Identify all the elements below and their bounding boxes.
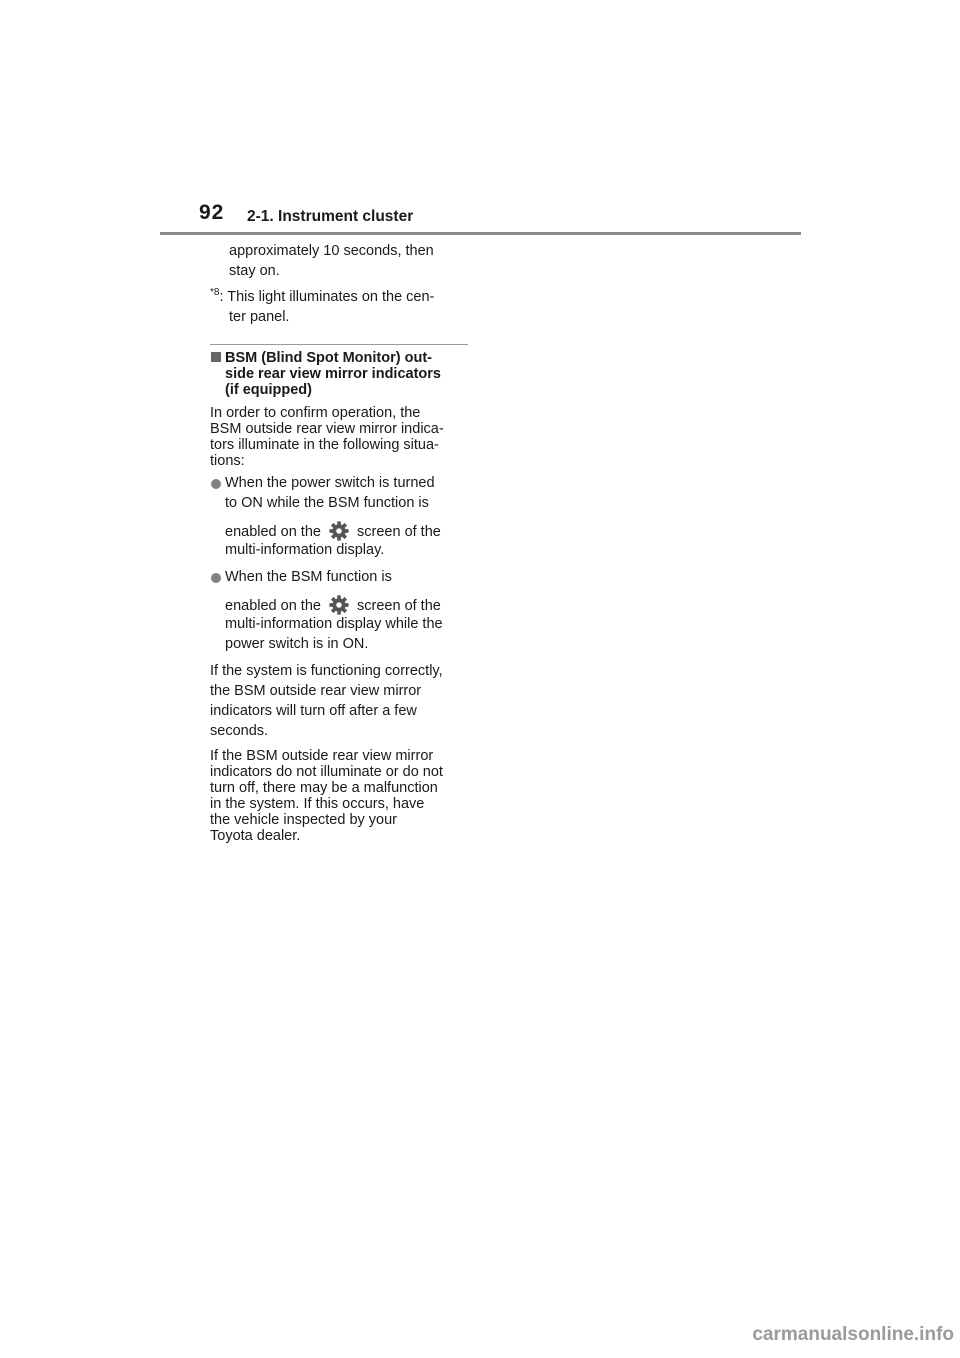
gear-icon — [328, 520, 350, 542]
square-marker-icon — [211, 352, 221, 362]
bsm-status-paragraph: If the system is functioning correctly, the BSM outside rear view mirror indicators will turn off after a few seconds. — [210, 663, 443, 739]
continuation-line-1: approximately 10 seconds, then — [229, 243, 434, 259]
bullet-1-line-4: multi-information display. — [225, 542, 385, 558]
gear-icon — [328, 594, 350, 616]
page-number: 92 — [199, 201, 225, 224]
bullet-2-line-1: When the BSM function is — [225, 569, 392, 585]
footnote — [210, 289, 434, 305]
continuation-line-2: stay on. — [229, 263, 280, 279]
bsm-intro: In order to confirm operation, the BSM outside rear view mirror indica- tors illuminate in the following situa- tions: — [210, 405, 444, 469]
bsm-heading: BSM (Blind Spot Monitor) out- side rear view mirror indicators (if equipped) — [211, 350, 441, 398]
section-divider — [210, 344, 468, 345]
watermark: carmanualsonline.info — [752, 1324, 954, 1345]
footnote-mark: *8 — [210, 287, 220, 299]
bullet-2-line-3: multi-information display while the — [225, 616, 443, 632]
bullet-2-line-2: enabled on the screen of the — [225, 594, 441, 616]
section-title: 2-1. Instrument cluster — [247, 208, 414, 225]
bullet-1-line-1: When the power switch is turned — [225, 475, 435, 491]
bsm-malfunction-paragraph: If the BSM outside rear view mirror indicators do not illuminate or do not turn off, there may be a malfunction in the system. If this occurs, have the vehicle inspected by your Toyota dealer. — [210, 748, 443, 844]
bullet-1-line-2: to ON while the BSM function is — [225, 495, 429, 511]
bullet-1-line-3: enabled on the screen of the — [225, 520, 441, 542]
bullet-2-line-4: power switch is in ON. — [225, 636, 369, 652]
header-rule — [160, 232, 801, 235]
circle-bullet-icon — [211, 479, 221, 489]
footnote-line-2: ter panel. — [229, 309, 290, 325]
footnote-text: : This light illuminates on the cen- — [219, 289, 435, 305]
circle-bullet-icon — [211, 573, 221, 583]
